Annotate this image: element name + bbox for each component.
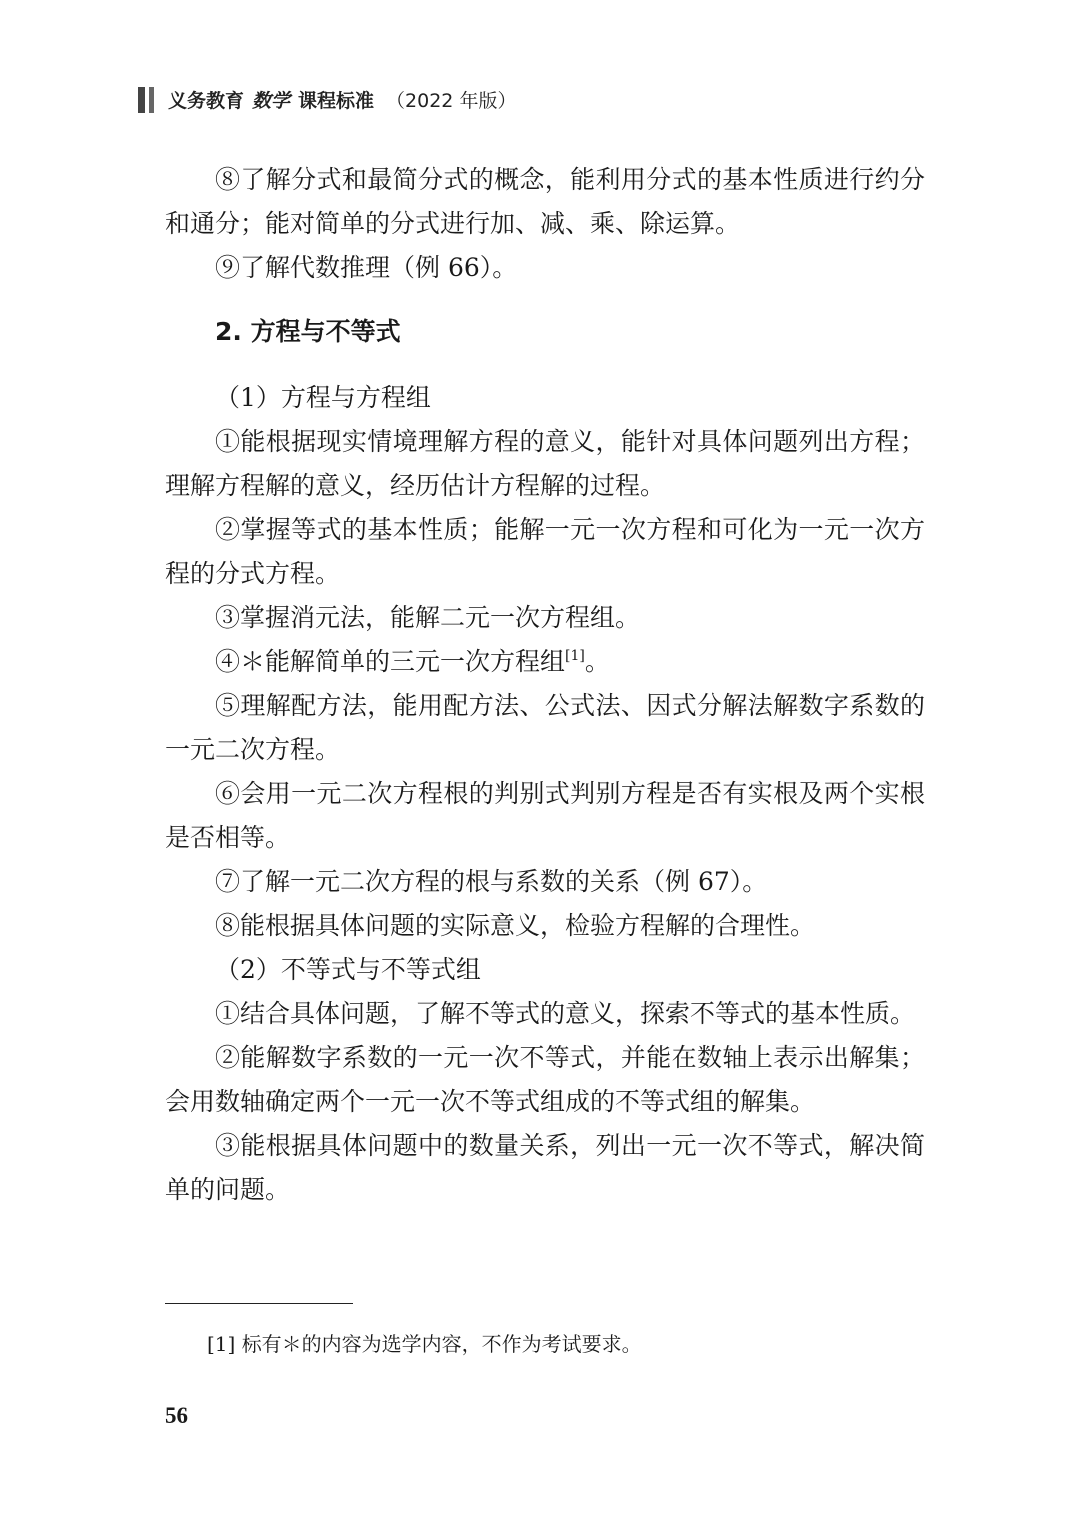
- header-title-part1: 义务教育: [168, 90, 245, 112]
- header-bars-icon: [138, 87, 158, 113]
- subsection-title: （2）不等式与不等式组: [215, 955, 481, 984]
- paragraph: ⑨了解代数推理（例 66）。: [215, 253, 518, 282]
- footnote: [1] 标有＊的内容为选学内容，不作为考试要求。: [207, 1332, 642, 1356]
- footnote-ref[interactable]: [1]: [565, 648, 585, 664]
- running-head: [138, 86, 516, 113]
- list-item: ①能根据现实情境理解方程的意义，能针对具体问题列出方程；理解方程解的意义，经历估计方程解的过程。: [165, 427, 925, 500]
- page-number: 56: [165, 1403, 188, 1428]
- list-item: ③掌握消元法，能解二元一次方程组。: [215, 603, 641, 632]
- list-item: ①结合具体问题，了解不等式的意义，探索不等式的基本性质。: [215, 999, 916, 1028]
- header-title-italic: 数学: [252, 90, 291, 112]
- header-title-part2: 课程标准: [298, 90, 375, 112]
- list-item: ⑦了解一元二次方程的根与系数的关系（例 67）。: [215, 867, 768, 896]
- header-edition: （2022 年版）: [386, 90, 517, 112]
- list-item: ③能根据具体问题中的数量关系，列出一元一次不等式，解决简单的问题。: [165, 1131, 925, 1204]
- list-item: ②能解数字系数的一元一次不等式，并能在数轴上表示出解集；会用数轴确定两个一元一次不等式组成的不等式组的解集。: [165, 1043, 925, 1116]
- section-heading: 2. 方程与不等式: [215, 317, 401, 346]
- item4-text: ④＊能解简单的三元一次方程组: [215, 647, 566, 676]
- list-item: ⑥会用一元二次方程根的判别式判别方程是否有实根及两个实根是否相等。: [165, 779, 925, 852]
- footnote-divider: [165, 1303, 353, 1304]
- list-item: ⑧能根据具体问题的实际意义，检验方程解的合理性。: [215, 911, 816, 940]
- list-item: [165, 640, 925, 684]
- page-body: [165, 158, 925, 1212]
- paragraph: ⑧了解分式和最简分式的概念，能利用分式的基本性质进行约分和通分；能对简单的分式进行加、减、乘、除运算。: [165, 165, 925, 238]
- subsection-title: （1）方程与方程组: [215, 383, 431, 412]
- list-item: ⑤理解配方法，能用配方法、公式法、因式分解法解数字系数的一元二次方程。: [165, 691, 925, 764]
- list-item: ②掌握等式的基本性质；能解一元一次方程和可化为一元一次方程的分式方程。: [165, 515, 925, 588]
- item4-end: 。: [584, 647, 610, 676]
